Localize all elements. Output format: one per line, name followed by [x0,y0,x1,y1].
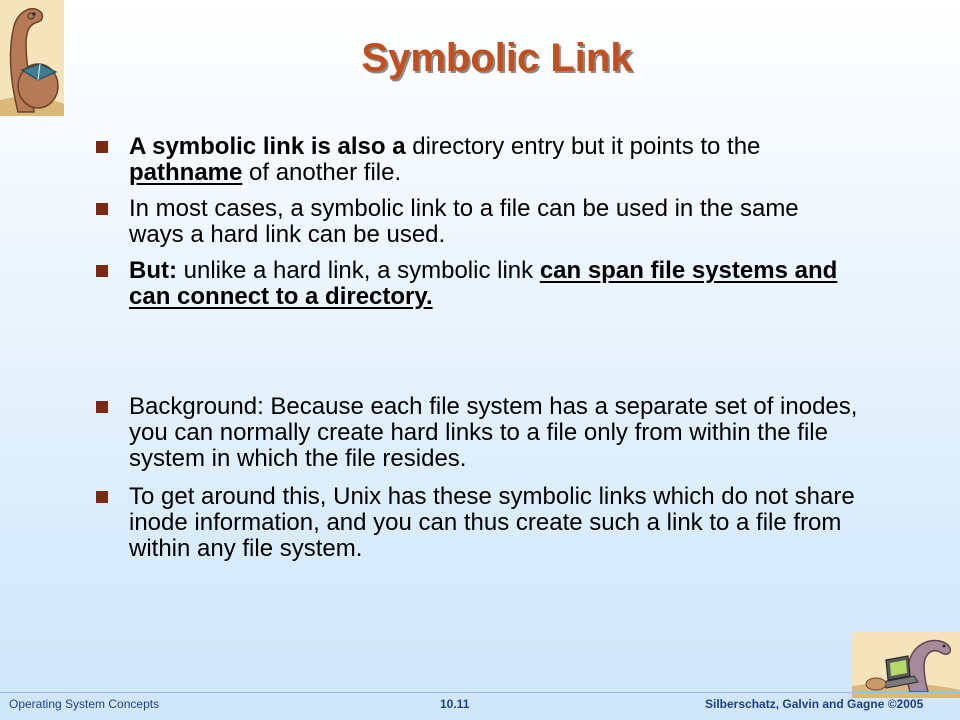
footer-course-title: Operating System Concepts [9,697,160,711]
bullet-text-part: pathname [129,159,243,186]
dinosaur-laptop-icon [852,632,960,698]
footer-slide-number: 10.11 [440,697,470,711]
footer-divider [0,692,960,693]
bullet-text-part: unlike a hard link, a symbolic link [176,257,540,284]
bullet-text [129,394,859,472]
square-bullet-icon [96,203,108,215]
square-bullet-icon [96,141,108,153]
bullet-text-part: directory entry but it points to the [405,133,761,160]
bullet-text [129,196,859,248]
bullet-text-part: But: [129,257,177,284]
bullet-text-part: can span file systems and can connect to a directory. [129,257,838,310]
bullet-text [129,258,859,310]
bullet-text [129,134,859,186]
bullet-text-part: A symbolic link is also a [129,133,406,160]
bullet-text [129,484,859,562]
bullet-text-part: In most cases, a symbolic link to a file can be used in the same ways a hard link can be used. [129,195,799,248]
footer-copyright: Silberschatz, Galvin and Gagne ©2005 [705,697,924,711]
bullet-text-part: To get around this, Unix has these symbolic links which do not share inode information, and you can thus create such a link to a file from within any file system. [129,483,855,562]
slide-title: Symbolic Link [361,36,633,80]
square-bullet-icon [96,401,108,413]
bullet-text-part: Background: Because each file system has a separate set of inodes, you can normally create hard links to a file only from within the file system in which the file resides. [129,393,858,472]
square-bullet-icon [96,265,108,277]
square-bullet-icon [96,491,108,503]
bullet-text-part: of another file. [242,159,402,186]
